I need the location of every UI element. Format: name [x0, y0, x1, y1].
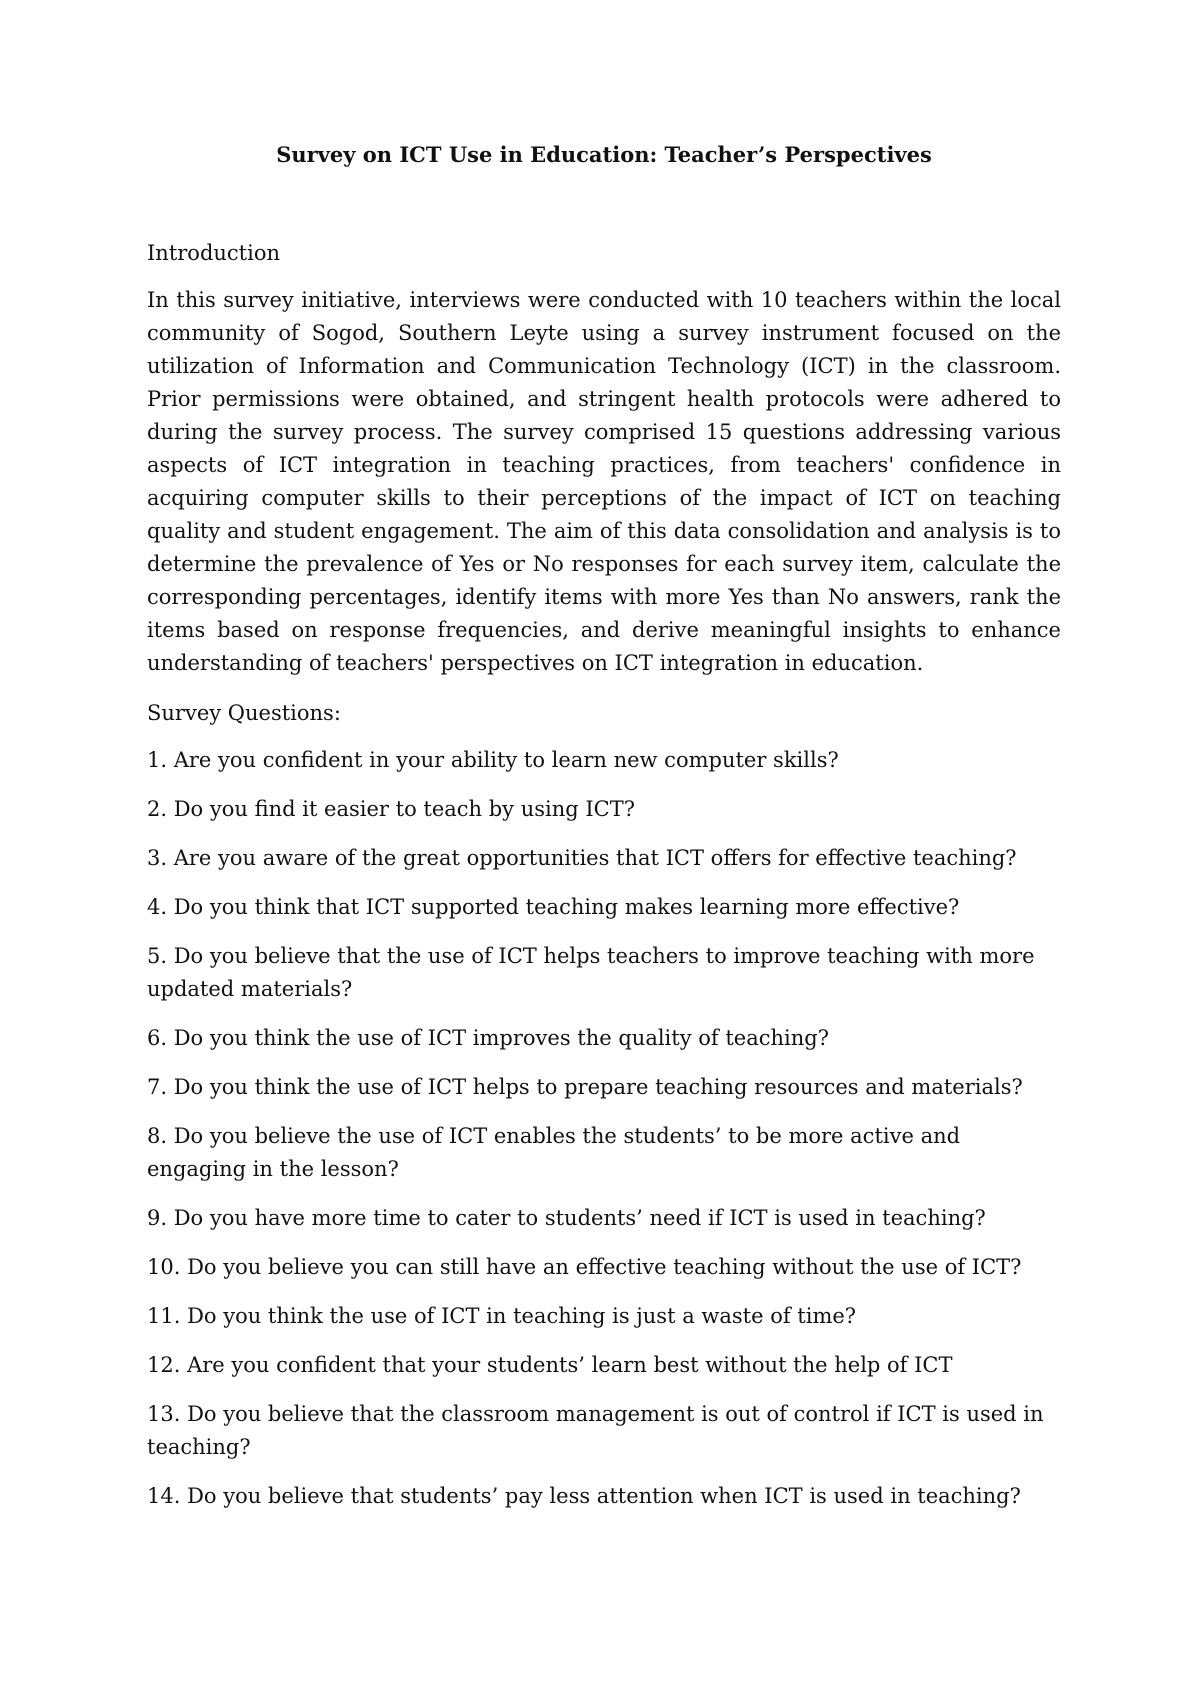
introduction-heading: Introduction	[147, 241, 280, 265]
question-item-8: 8. Do you believe the use of ICT enables the students’ to be more active and engaging in the lesson?	[147, 1124, 961, 1181]
question-item-14: 14. Do you believe that students’ pay less attention when ICT is used in teaching?	[147, 1484, 1021, 1508]
question-item-13: 13. Do you believe that the classroom management is out of control if ICT is used in teaching?	[147, 1402, 1044, 1459]
question-item-10: 10. Do you believe you can still have an effective teaching without the use of ICT?	[147, 1255, 1022, 1279]
question-item-4: 4. Do you think that ICT supported teaching makes learning more effective?	[147, 895, 960, 919]
document-page	[147, 140, 1061, 1529]
question-item-9: 9. Do you have more time to cater to students’ need if ICT is used in teaching?	[147, 1206, 986, 1230]
question-item-3: 3. Are you aware of the great opportunities that ICT offers for effective teaching?	[147, 846, 1017, 870]
introduction-paragraph: In this survey initiative, interviews were conducted with 10 teachers within the local community of Sogod, Southern Leyte using a survey instrument focused on the utilization of Information and Communication Technology (ICT) in the classroom. Prior permissions were obtained, and stringent health protocols were adhered to during the survey process. The survey comprised 15 questions addressing various aspects of ICT integration in teaching practices, from teachers' confidence in acquiring computer skills to their perceptions of the impact of ICT on teaching quality and student engagement. The aim of this data consolidation and analysis is to determine the prevalence of Yes or No responses for each survey item, calculate the corresponding percentages, identify items with more Yes than No answers, rank the items based on response frequencies, and derive meaningful insights to enhance understanding of teachers' perspectives on ICT integration in education.	[147, 288, 1061, 675]
survey-questions-heading: Survey Questions:	[147, 701, 341, 725]
question-item-11: 11. Do you think the use of ICT in teaching is just a waste of time?	[147, 1304, 857, 1328]
survey-questions-list	[147, 744, 1061, 1513]
question-item-12: 12. Are you confident that your students’ learn best without the help of ICT	[147, 1353, 953, 1377]
question-item-5: 5. Do you believe that the use of ICT helps teachers to improve teaching with more updated materials?	[147, 944, 1035, 1001]
document-title: Survey on ICT Use in Education: Teacher’s Perspectives	[276, 142, 932, 167]
question-item-2: 2. Do you find it easier to teach by using ICT?	[147, 797, 636, 821]
question-item-7: 7. Do you think the use of ICT helps to prepare teaching resources and materials?	[147, 1075, 1023, 1099]
question-item-6: 6. Do you think the use of ICT improves the quality of teaching?	[147, 1026, 829, 1050]
question-item-1: 1. Are you confident in your ability to learn new computer skills?	[147, 748, 839, 772]
